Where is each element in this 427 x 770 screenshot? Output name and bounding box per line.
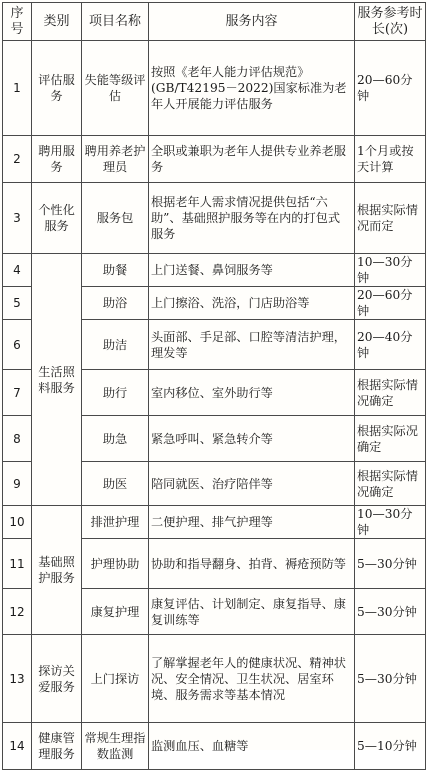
row-category: 评估服务 bbox=[32, 41, 82, 136]
row-item: 助行 bbox=[82, 370, 149, 416]
table-row bbox=[3, 635, 426, 723]
row-duration: 10—30分钟 bbox=[355, 254, 426, 287]
row-content: 二便护理、排气护理等 bbox=[149, 506, 355, 539]
row-content: 上门送餐、鼻饲服务等 bbox=[149, 254, 355, 287]
table-row bbox=[3, 723, 426, 770]
header-no: 序号 bbox=[3, 3, 32, 41]
row-category: 健康管理服务 bbox=[32, 723, 82, 770]
row-no: 1 bbox=[3, 41, 32, 136]
row-content: 监测血压、血糖等 bbox=[149, 723, 355, 770]
row-item: 常规生理指数监测 bbox=[82, 723, 149, 770]
row-duration: 根据实际情况确定 bbox=[355, 462, 426, 506]
row-duration: 根据实际情况确定 bbox=[355, 370, 426, 416]
row-duration: 5—10分钟 bbox=[355, 723, 426, 770]
row-item: 失能等级评估 bbox=[82, 41, 149, 136]
row-no: 4 bbox=[3, 254, 32, 287]
row-item: 助急 bbox=[82, 416, 149, 462]
row-no: 13 bbox=[3, 635, 32, 723]
row-content: 全职或兼职为老年人提供专业养老服务 bbox=[149, 136, 355, 183]
row-duration: 1个月或按天计算 bbox=[355, 136, 426, 183]
row-item: 上门探访 bbox=[82, 635, 149, 723]
row-no: 3 bbox=[3, 183, 32, 254]
row-duration: 5—30分钟 bbox=[355, 589, 426, 635]
table-row bbox=[3, 254, 426, 287]
row-item: 排泄护理 bbox=[82, 506, 149, 539]
row-content: 按照《老年人能力评估规范》(GB/T42195－2022)国家标准为老年人开展能力评估服务 bbox=[149, 41, 355, 136]
table-row bbox=[3, 183, 426, 254]
row-no: 5 bbox=[3, 287, 32, 320]
row-item: 聘用养老护理员 bbox=[82, 136, 149, 183]
row-content: 室内移位、室外助行等 bbox=[149, 370, 355, 416]
row-no: 6 bbox=[3, 320, 32, 370]
row-category: 基础照护服务 bbox=[32, 506, 82, 635]
row-no: 9 bbox=[3, 462, 32, 506]
row-no: 8 bbox=[3, 416, 32, 462]
header-content: 服务内容 bbox=[149, 3, 355, 41]
row-duration: 20—60分钟 bbox=[355, 41, 426, 136]
row-no: 2 bbox=[3, 136, 32, 183]
row-content: 康复评估、计划制定、康复指导、康复训练等 bbox=[149, 589, 355, 635]
row-item: 助浴 bbox=[82, 287, 149, 320]
header-category: 类别 bbox=[32, 3, 82, 41]
row-duration: 5—30分钟 bbox=[355, 635, 426, 723]
table-row bbox=[3, 136, 426, 183]
row-item: 助医 bbox=[82, 462, 149, 506]
row-content: 协助和指导翻身、拍背、褥疮预防等 bbox=[149, 539, 355, 589]
row-content: 上门擦浴、洗浴，门店助浴等 bbox=[149, 287, 355, 320]
row-category: 探访关爱服务 bbox=[32, 635, 82, 723]
table-row bbox=[3, 41, 426, 136]
row-no: 10 bbox=[3, 506, 32, 539]
table-row bbox=[3, 506, 426, 539]
row-category: 个性化服务 bbox=[32, 183, 82, 254]
row-content: 了解掌握老年人的健康状况、精神状况、安全情况、卫生状况、居室环境、服务需求等基本情况 bbox=[149, 635, 355, 723]
row-item: 助餐 bbox=[82, 254, 149, 287]
row-no: 7 bbox=[3, 370, 32, 416]
row-duration: 5—30分钟 bbox=[355, 539, 426, 589]
header-duration: 服务参考时长(次) bbox=[355, 3, 426, 41]
header-item: 项目名称 bbox=[82, 3, 149, 41]
row-item: 助洁 bbox=[82, 320, 149, 370]
row-item: 服务包 bbox=[82, 183, 149, 254]
table-header-row bbox=[3, 3, 426, 41]
row-duration: 根据实际况确定 bbox=[355, 416, 426, 462]
row-duration: 根据实际情况而定 bbox=[355, 183, 426, 254]
row-content: 紧急呼叫、紧急转介等 bbox=[149, 416, 355, 462]
row-no: 11 bbox=[3, 539, 32, 589]
row-content: 根据老年人需求情况提供包括“六助”、基础照护服务等在内的打包式服务 bbox=[149, 183, 355, 254]
row-item: 护理协助 bbox=[82, 539, 149, 589]
row-no: 12 bbox=[3, 589, 32, 635]
service-table bbox=[2, 2, 426, 770]
row-item: 康复护理 bbox=[82, 589, 149, 635]
row-content: 头面部、手足部、口腔等清洁护理，理发等 bbox=[149, 320, 355, 370]
row-duration: 20—60分钟 bbox=[355, 287, 426, 320]
row-content: 陪同就医、治疗陪伴等 bbox=[149, 462, 355, 506]
row-duration: 20—40分钟 bbox=[355, 320, 426, 370]
row-category: 聘用服务 bbox=[32, 136, 82, 183]
row-duration: 10—30分钟 bbox=[355, 506, 426, 539]
row-no: 14 bbox=[3, 723, 32, 770]
row-category: 生活照料服务 bbox=[32, 254, 82, 506]
